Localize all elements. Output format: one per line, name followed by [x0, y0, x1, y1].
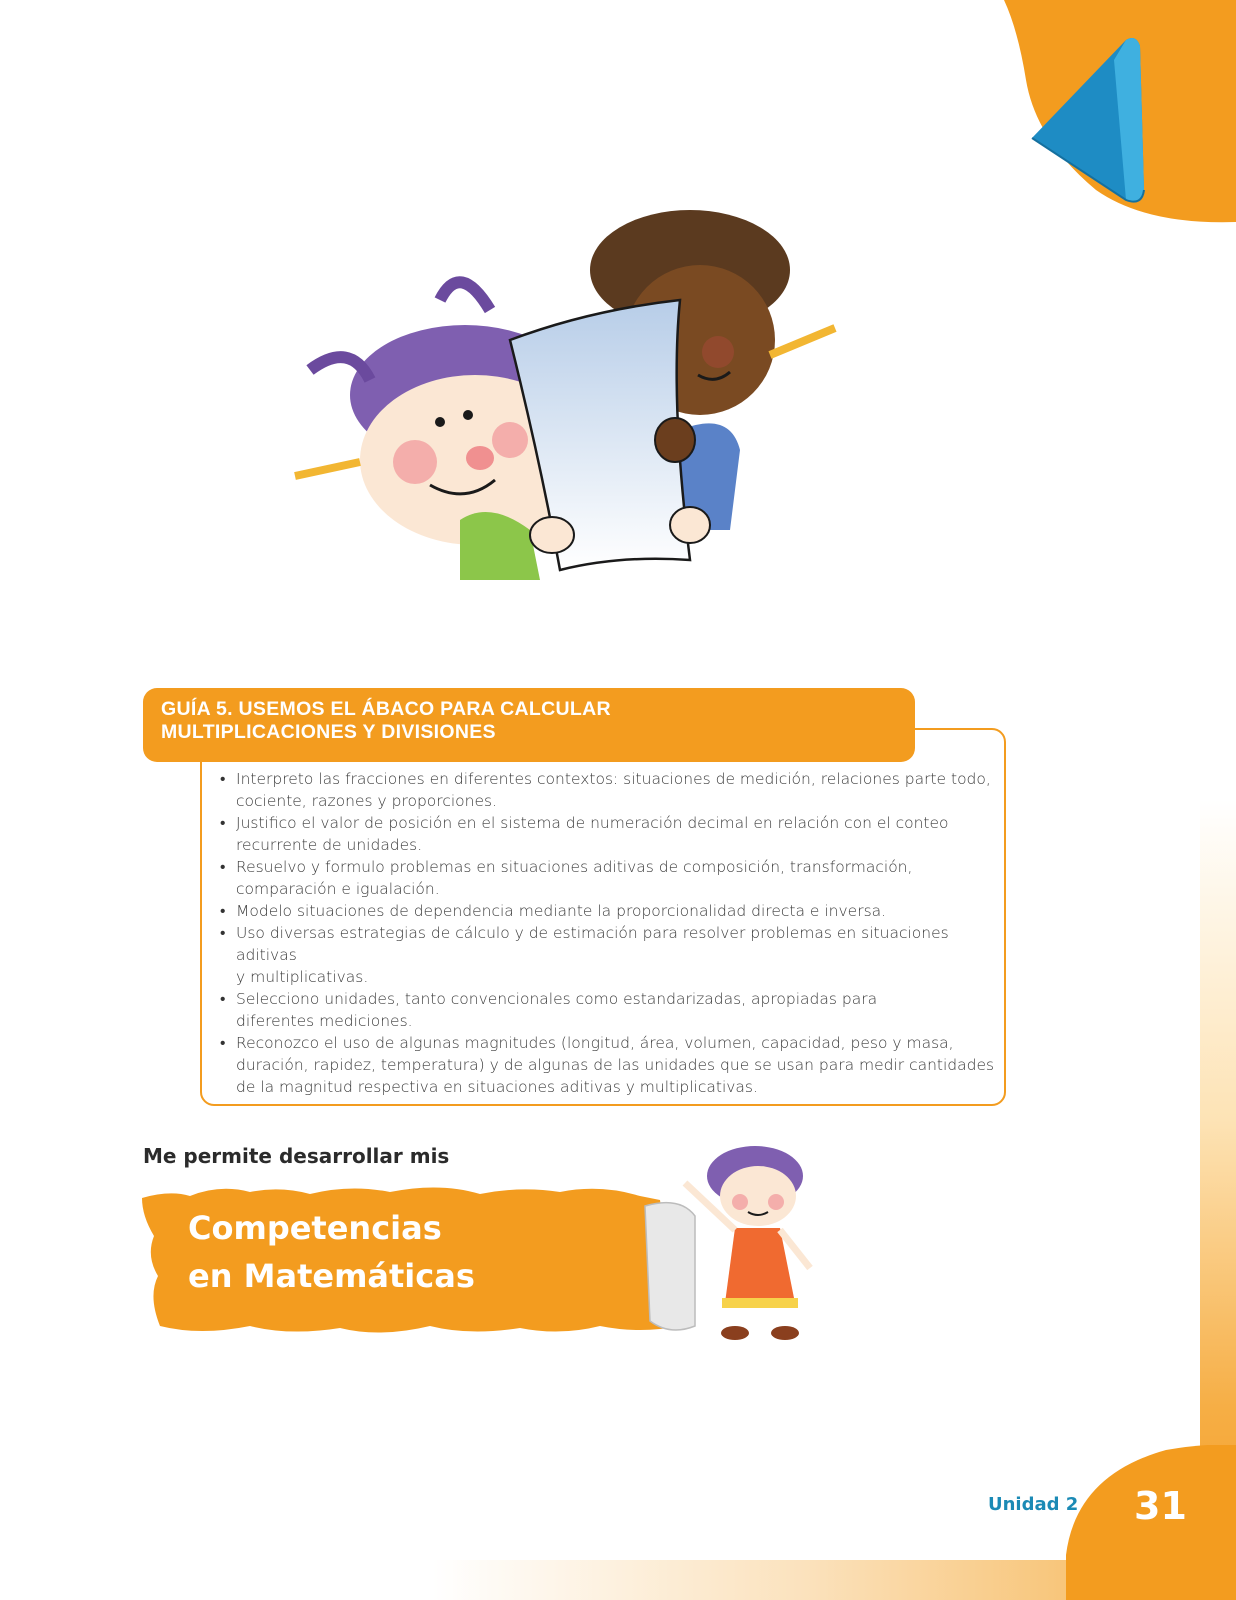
guide-title-line1: GUÍA 5. USEMOS EL ÁBACO PARA CALCULAR [161, 698, 611, 720]
guide-header [143, 688, 915, 762]
banner-line2: en Matemáticas [188, 1257, 475, 1295]
kids-holding-paper-illustration [290, 200, 850, 600]
guide-title [161, 698, 897, 744]
banner-title [188, 1204, 475, 1300]
list-item: • Selecciono unidades, tanto convencionales como estandarizadas, apropiadas para diferentes mediciones. [220, 990, 878, 1030]
list-item: • Justifico el valor de posición en el sistema de numeración decimal en relación con el conteo recurrente de unidades. [220, 814, 949, 854]
corner-triangle-decoration [996, 0, 1236, 230]
bullet-icon: • [220, 924, 226, 942]
guide-title-line2: MULTIPLICACIONES Y DIVISIONES [161, 721, 496, 743]
bullet-icon: • [220, 814, 226, 832]
list-item: • Uso diversas estrategias de cálculo y de estimación para resolver problemas en situaciones aditivas y multiplicativas. [220, 924, 949, 986]
objectives-list [220, 768, 995, 1098]
bullet-icon: • [220, 770, 226, 788]
unit-label: Unidad 2 [988, 1494, 1079, 1515]
bottom-gradient-strip [0, 1560, 1236, 1600]
page-number: 31 [1134, 1484, 1187, 1528]
list-item: • Interpreto las fracciones en diferentes contextos: situaciones de medición, relaciones parte todo, cociente, razones y proporciones. [220, 770, 991, 810]
bullet-icon: • [220, 858, 226, 876]
banner-line1: Competencias [188, 1209, 442, 1247]
girl-illustration [640, 1138, 840, 1348]
side-gradient-strip [1200, 0, 1236, 1600]
list-item: • Reconozco el uso de algunas magnitudes (longitud, área, volumen, capacidad, peso y masa, duración, rapidez, temperatura) y de algunas de las unidades que se usan para medir cantidades de la magnitud respectiva en situaciones aditivas y multiplicativas. [220, 1034, 995, 1096]
bullet-icon: • [220, 990, 226, 1008]
list-item: • Resuelvo y formulo problemas en situaciones aditivas de composición, transformación, comparación e igualación. [220, 858, 913, 898]
list-item: • Modelo situaciones de dependencia mediante la proporcionalidad directa e inversa. [220, 902, 887, 920]
bullet-icon: • [220, 902, 226, 920]
section-subtitle: Me permite desarrollar mis [143, 1144, 450, 1168]
bullet-icon: • [220, 1034, 226, 1052]
